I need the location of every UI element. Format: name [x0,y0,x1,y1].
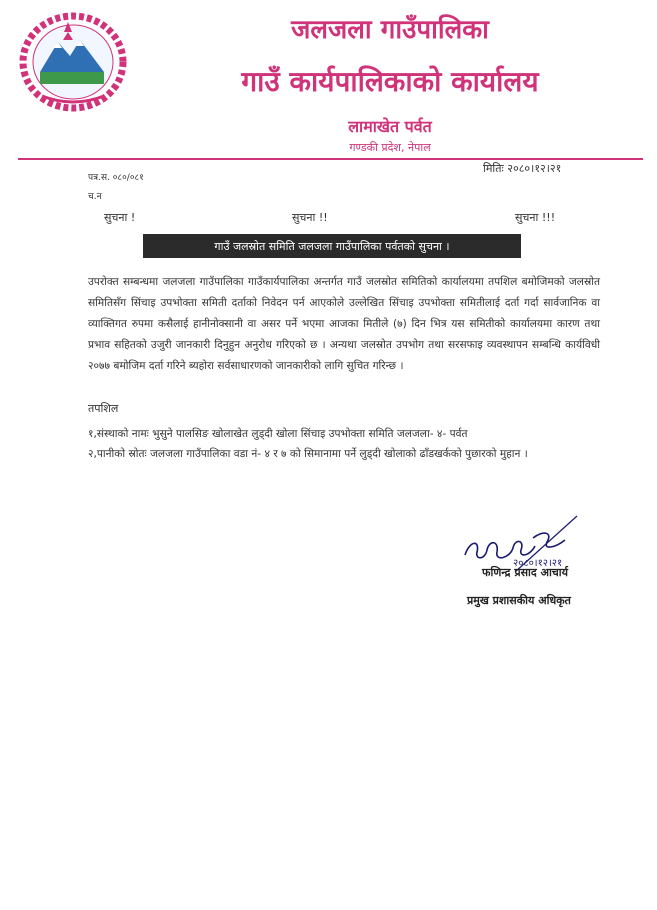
province-name: गण्डकी प्रदेश, नेपाल [349,141,431,154]
municipality-name: जलजला गाउँपालिका [291,15,489,45]
signer-name: फणिन्द्र प्रसाद आचार्य [482,566,569,579]
office-location: लामाखेत पर्वत [348,117,432,136]
notice-label-3: सुचना !!! [515,211,556,224]
notice-banner: गाउँ जलस्रोत समिति जलजला गाउँपालिका पर्वतको सुचना । [143,234,521,258]
notice-body: उपरोक्त सम्बन्धमा जलजला गाउँपालिका गाउँकार्यपालिका अन्तर्गत गाउँ जलस्रोत समितिको कार्यालयमा तपशिल बमोजिमको जलस्रोत समितिसँग सिंचाइ उपभोक्ता समिती दर्ताको निवेदन पर्न आएकोले उल्लेखित सिंचाइ उपभोक्ता समितीलाई दर्ता गर्दा सार्वजानिक वा व्याक्तिगत रुपमा कसैलाई हानीनोक्सानी वा असर पर्ने भएमा आजका मितीले (७) दिन भित्र यस समितीको कार्यालयमा कारण तथा प्रभाव सहितको उजुरी जानकारी दिनुहुन अनुरोध गरिएको छ । अन्यथा जलस्रोत उपभोग तथा सरसफाइ व्यवस्थापन सम्बन्धि कार्यविधी २०७७ बमोजिम दर्ता गरिने ब्यहोरा सर्वसाधारणको जानकारीको लागि सुचित गरिन्छ । [88,276,600,372]
header-divider [18,158,643,160]
detail-item-water-source: २,पानीको स्रोतः जलजला गाउँपालिका वडा नं- ४ र ७ को सिमानामा पर्ने लुड्दी खोलाको ढाँडखर्कको पुछारको मुहान । [88,448,528,460]
signature-date: २०८०।१२।२१ [513,558,563,569]
details-heading: तपशिल [88,402,119,415]
letter-date: मितिः २०८०।१२।२१ [483,162,562,175]
notice-label-2: सुचना !! [292,211,328,224]
dispatch-number: च.न [88,192,102,202]
detail-item-organization: १,संस्थाको नामः भुसुने पालसिङ खोलाखेत लुड्दी खोला सिंचाइ उपभोक्ता समिति जलजला- ४- पर्वत [88,428,468,440]
reference-number: पत्र.स. ०८०/०८१ [88,173,144,183]
nepal-emblem-icon [18,12,128,112]
signer-title: प्रमुख प्रशासकीय अधिकृत [467,594,571,607]
notice-label-1: सुचना ! [104,211,136,224]
office-name: गाउँ कार्यपालिकाको कार्यालय [241,65,539,98]
